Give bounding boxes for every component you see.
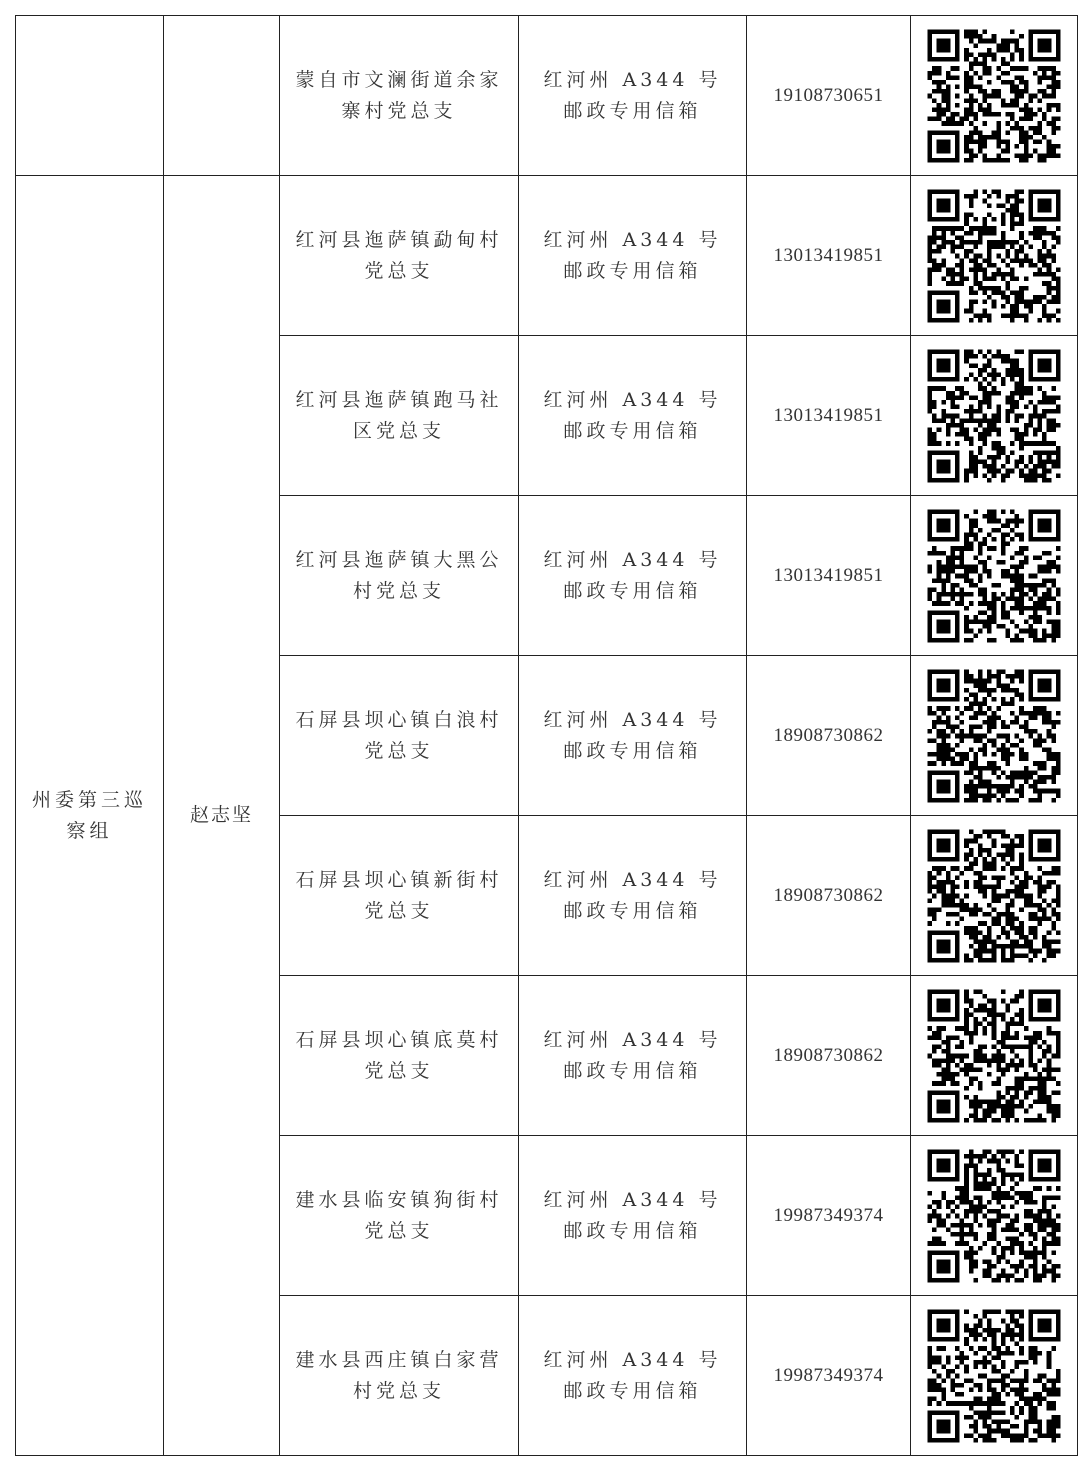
org-cell — [280, 976, 519, 1136]
phone-cell — [747, 976, 911, 1136]
mailbox-cell — [519, 1136, 747, 1296]
org-cell — [280, 1296, 519, 1456]
phone-number: 18908730862 — [773, 885, 884, 906]
qr-code-icon — [911, 345, 1077, 487]
phone-cell — [747, 16, 911, 176]
org-name: 蒙自市文澜街道余家寨村党总支 — [295, 68, 503, 122]
mailbox-address: 红河州 A344 号邮政专用信箱 — [543, 548, 722, 602]
qr-code-icon — [911, 825, 1077, 967]
inspection-group-name: 州委第三巡察组 — [31, 788, 147, 842]
qr-code-icon — [911, 185, 1077, 327]
mailbox-cell — [519, 496, 747, 656]
org-cell — [280, 16, 519, 176]
qr-cell — [911, 176, 1078, 336]
group-leader-name: 赵志坚 — [189, 804, 253, 826]
org-name: 红河县迤萨镇跑马社区党总支 — [295, 388, 503, 442]
leader-cell-empty — [164, 16, 280, 176]
mailbox-cell — [519, 816, 747, 976]
phone-cell — [747, 656, 911, 816]
qr-code-icon — [911, 985, 1077, 1127]
mailbox-cell — [519, 976, 747, 1136]
org-cell — [280, 176, 519, 336]
qr-cell — [911, 16, 1078, 176]
group-cell — [16, 176, 164, 1456]
mailbox-address: 红河州 A344 号邮政专用信箱 — [543, 388, 722, 442]
org-name: 石屏县坝心镇新街村党总支 — [295, 868, 503, 922]
org-cell — [280, 1136, 519, 1296]
qr-cell — [911, 496, 1078, 656]
phone-number: 13013419851 — [773, 405, 884, 426]
phone-number: 13013419851 — [773, 565, 884, 586]
phone-cell — [747, 176, 911, 336]
mailbox-address: 红河州 A344 号邮政专用信箱 — [543, 1188, 722, 1242]
phone-number: 18908730862 — [773, 725, 884, 746]
qr-code-icon — [911, 665, 1077, 807]
org-name: 建水县临安镇狗街村党总支 — [295, 1188, 503, 1242]
group-cell-empty — [16, 16, 164, 176]
org-name: 建水县西庄镇白家营村党总支 — [295, 1348, 503, 1402]
qr-cell — [911, 656, 1078, 816]
qr-cell — [911, 1136, 1078, 1296]
qr-code-icon — [911, 25, 1077, 167]
org-name: 红河县迤萨镇勐甸村党总支 — [295, 228, 503, 282]
org-name: 石屏县坝心镇白浪村党总支 — [295, 708, 503, 762]
phone-cell — [747, 816, 911, 976]
qr-code-icon — [911, 1145, 1077, 1287]
phone-cell — [747, 1136, 911, 1296]
mailbox-address: 红河州 A344 号邮政专用信箱 — [543, 1028, 722, 1082]
phone-number: 19987349374 — [773, 1365, 884, 1386]
mailbox-address: 红河州 A344 号邮政专用信箱 — [543, 68, 722, 122]
mailbox-address: 红河州 A344 号邮政专用信箱 — [543, 228, 722, 282]
qr-code-icon — [911, 505, 1077, 647]
mailbox-address: 红河州 A344 号邮政专用信箱 — [543, 708, 722, 762]
phone-number: 19108730651 — [773, 85, 884, 106]
phone-cell — [747, 336, 911, 496]
mailbox-cell — [519, 656, 747, 816]
qr-cell — [911, 336, 1078, 496]
qr-code-icon — [911, 1305, 1077, 1447]
org-name: 红河县迤萨镇大黑公村党总支 — [295, 548, 503, 602]
org-cell — [280, 816, 519, 976]
leader-cell — [164, 176, 280, 1456]
inspection-contact-table — [15, 15, 1078, 1456]
mailbox-cell — [519, 336, 747, 496]
mailbox-cell — [519, 176, 747, 336]
table-row — [16, 16, 1078, 176]
mailbox-cell — [519, 1296, 747, 1456]
phone-cell — [747, 496, 911, 656]
phone-number: 19987349374 — [773, 1205, 884, 1226]
qr-cell — [911, 1296, 1078, 1456]
qr-cell — [911, 816, 1078, 976]
phone-cell — [747, 1296, 911, 1456]
org-cell — [280, 336, 519, 496]
table-row — [16, 176, 1078, 336]
org-cell — [280, 656, 519, 816]
phone-number: 18908730862 — [773, 1045, 884, 1066]
org-cell — [280, 496, 519, 656]
mailbox-address: 红河州 A344 号邮政专用信箱 — [543, 1348, 722, 1402]
phone-number: 13013419851 — [773, 245, 884, 266]
mailbox-address: 红河州 A344 号邮政专用信箱 — [543, 868, 722, 922]
org-name: 石屏县坝心镇底莫村党总支 — [295, 1028, 503, 1082]
mailbox-cell — [519, 16, 747, 176]
qr-cell — [911, 976, 1078, 1136]
